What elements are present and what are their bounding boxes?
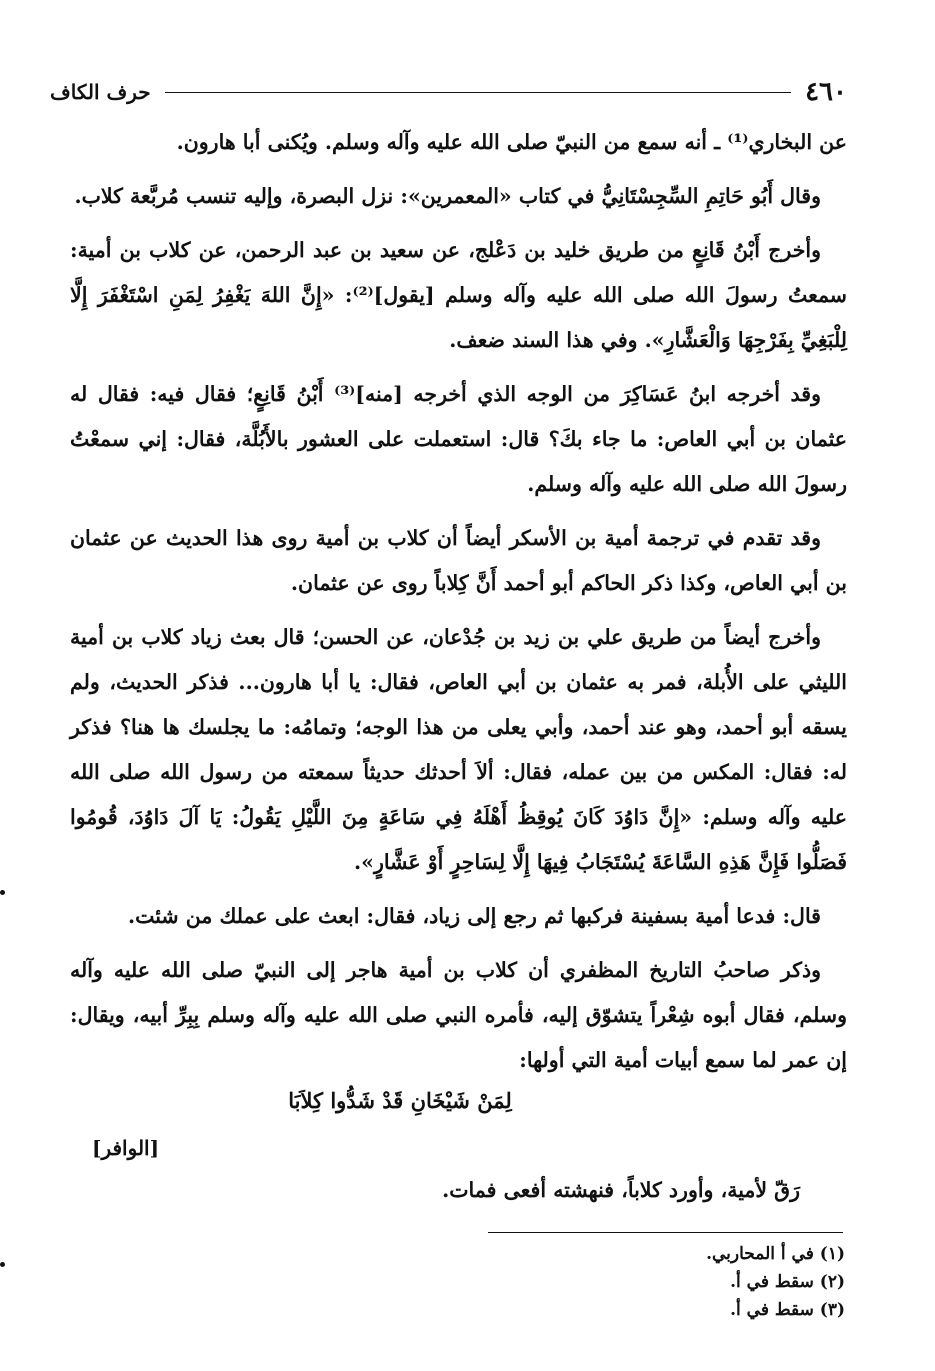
scan-speck (0, 1262, 5, 1267)
paragraph: وأخرج أيضاً من طريق علي بن زيد بن جُدْعان، عن الحسن؛ قال بعث زياد كلاب بن أمية الليثي على الأُبلة، فمر به عثمان بن أبي العاص، فقال: يا أبا هارون... فذكر الحديث، ولم يسقه أبو أحمد، وهو عند أحمد، وأبي يعلى من هذا الوجه؛ وتمامُه: ما يجلسك ها هنا؟ فذكر له: فقال: المكس من بين عمله، فقال: ألاَ أحدثك حديثاً سمعته من رسول الله صلى الله عليه وآله وسلم: «إِنَّ دَاوُدَ كَانَ يُوقِظُ أَهْلَهُ فِي سَاعَةٍ مِنَ اللَّيْلِ يَقُولُ: يَا آلَ دَاوُدَ، قُومُوا فَصَلُّوا فَإِنَّ هَذِهِ السَّاعَةَ يُسْتَجَابُ فِيهَا إِلَّا لِسَاحِرٍ أَوْ عَشَّارٍ». (70, 625, 847, 874)
paragraph: وذكر صاحبُ التاريخ المظفري أن كلاب بن أمية هاجر إلى النبيّ صلى الله عليه وآله وسلم، فقال أبوه شِعْراً يتشوّق إليه، فأمره النبي صلى الله عليه وآله وسلم بِبِرِّ أبيه، ويقال: إن عمر لما سمع أبيات أمية التي أولها: (70, 958, 847, 1072)
paragraph: وقال أَبُو حَاتِمِ السِّجِسْتَانِيُّ في كتاب «المعمرين»: نزل البصرة، وإليه تنسب مُربَّعة كلاب. (74, 184, 821, 208)
header-rule (165, 92, 791, 93)
paragraph: وأخرج أَبْنُ قَانِعٍ من طريق خليد بن دَعْلج، عن سعيد بن عبد الرحمن، عن كلاب بن أمية: سمعتُ رسولَ الله صلى الله عليه وآله وسلم [يقول]⁽²⁾: «إِنَّ اللهَ يَغْفِرُ لِمَنِ اسْتَغْفَرَ إِلَّا لِلْبَغِيِّ بِفَرْجِهَا وَالْعَشَّارِ». وفي هذا السند ضعف. (70, 238, 847, 352)
verse-continuation: رَقّ لأمية، وأورد كلاباً، فنهشته أفعى فمات. (442, 1178, 800, 1202)
paragraph: قال: فدعا أمية بسفينة فركبها ثم رجع إلى زياد، فقال: ابعث على عملك من شئت. (127, 904, 821, 928)
page-header (50, 72, 847, 112)
footnote: (٣) سقط في أ. (730, 1300, 845, 1320)
poetic-meter-label: [الوافر] (92, 1136, 160, 1160)
scan-speck (0, 890, 5, 895)
paragraph: عن البخاري⁽¹⁾ ـ أنه سمع من النبيّ صلى الله عليه وآله وسلم. ويُكنى أبا هارون. (176, 130, 847, 154)
paragraph: وقد تقدم في ترجمة أمية بن الأسكر أيضاً أن كلاب بن أمية روى هذا الحديث عن عثمان بن أبي العاص، وكذا ذكر الحاكم أبو أحمد أَنَّ كِلاباً روى عن عثمان. (70, 526, 847, 595)
main-text (70, 120, 847, 1092)
chapter-title: حرف الكاف (50, 80, 151, 104)
footnote: (١) في أ المحاربي. (706, 1244, 845, 1264)
footnotes (480, 1240, 845, 1324)
footnote: (٢) سقط في أ. (730, 1272, 845, 1292)
page-number: ٤٦٠ (805, 77, 847, 107)
footnote-separator (488, 1232, 843, 1233)
paragraph: وقد أخرجه ابنُ عَسَاكِرَ من الوجه الذي أخرجه [منه]⁽³⁾ أَبْنُ قَانِعٍ؛ فقال فيه: فقال له عثمان بن أبي العاص: ما جاء بكَ؟ قال: استعملت على العشور بالأَبُلَّة، فقال: إني سمعْتُ رسولَ الله صلى الله عليه وآله وسلم. (70, 382, 847, 496)
poem-verse: لِمَنْ شَيْخَانِ قَدْ شَدُّوا كِلاَبَا (288, 1088, 512, 1113)
